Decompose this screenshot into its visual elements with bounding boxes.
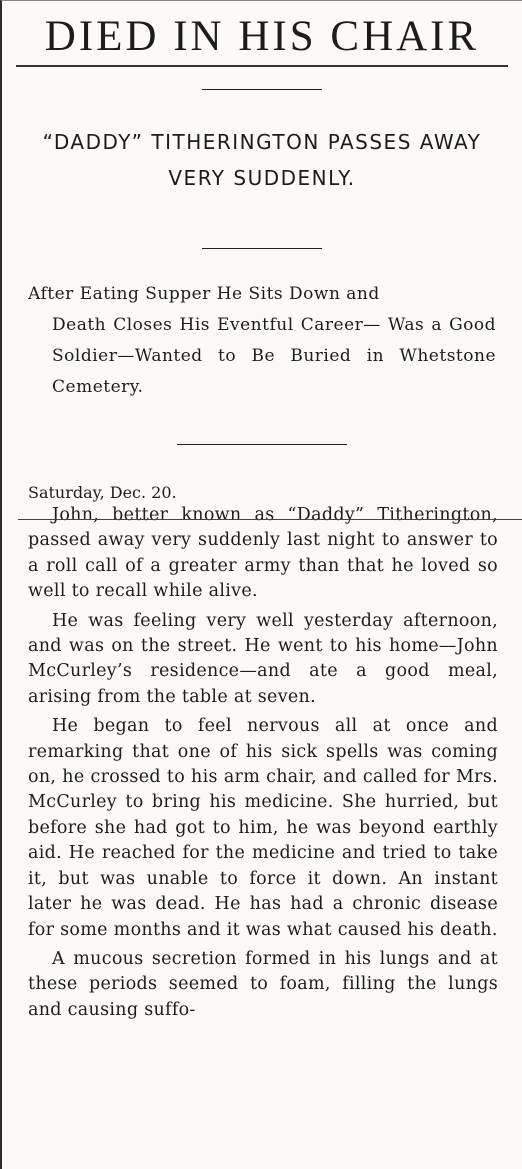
summary-deck-first-line: After Eating Supper He Sits Down and [28,284,380,304]
headline: DIED IN HIS CHAIR [16,11,508,67]
article-paragraph: He began to feel nervous all at once and remarking that one of his sick spells was coming on, he crossed to his arm chair, and called for Mrs. McCurley to bring his medicine. She hurried, but before she had got to him, he was beyond earthly aid. He reached for the medicine and tried to take it, but was unable to force it down. An instant later he was dead. He has had a chronic disease for some months and it was what caused his death. [28,716,498,940]
article-paragraph: John, better known as “Daddy” Titherington, passed away very suddenly last night to answer to a roll call of a greater army than that he loved so well to recall while alive. [28,505,498,602]
divider-rule [202,89,322,90]
divider-rule [177,444,347,445]
summary-deck-rest: Death Closes His Eventful Career— Was a Good Soldier—Wanted to Be Buried in Whetstone Cemetery. [52,315,496,397]
dateline: Saturday, Dec. 20. [28,483,177,502]
clipping-fold-line [18,519,522,520]
summary-deck [28,279,496,403]
article-paragraph: He was feeling very well yesterday afternoon, and was on the street. He went to his home—John McCurley’s residence—and ate a good meal, arising from the table at seven. [28,610,498,707]
divider-rule [202,248,322,249]
subheadline: “DADDY” TITHERINGTON PASSES AWAY VERY SUDDENLY. [42,130,482,190]
article-paragraph: A mucous secretion formed in his lungs and at these periods seemed to foam, filling the lungs and causing suffo- [28,948,498,1020]
article-body [28,503,498,1023]
